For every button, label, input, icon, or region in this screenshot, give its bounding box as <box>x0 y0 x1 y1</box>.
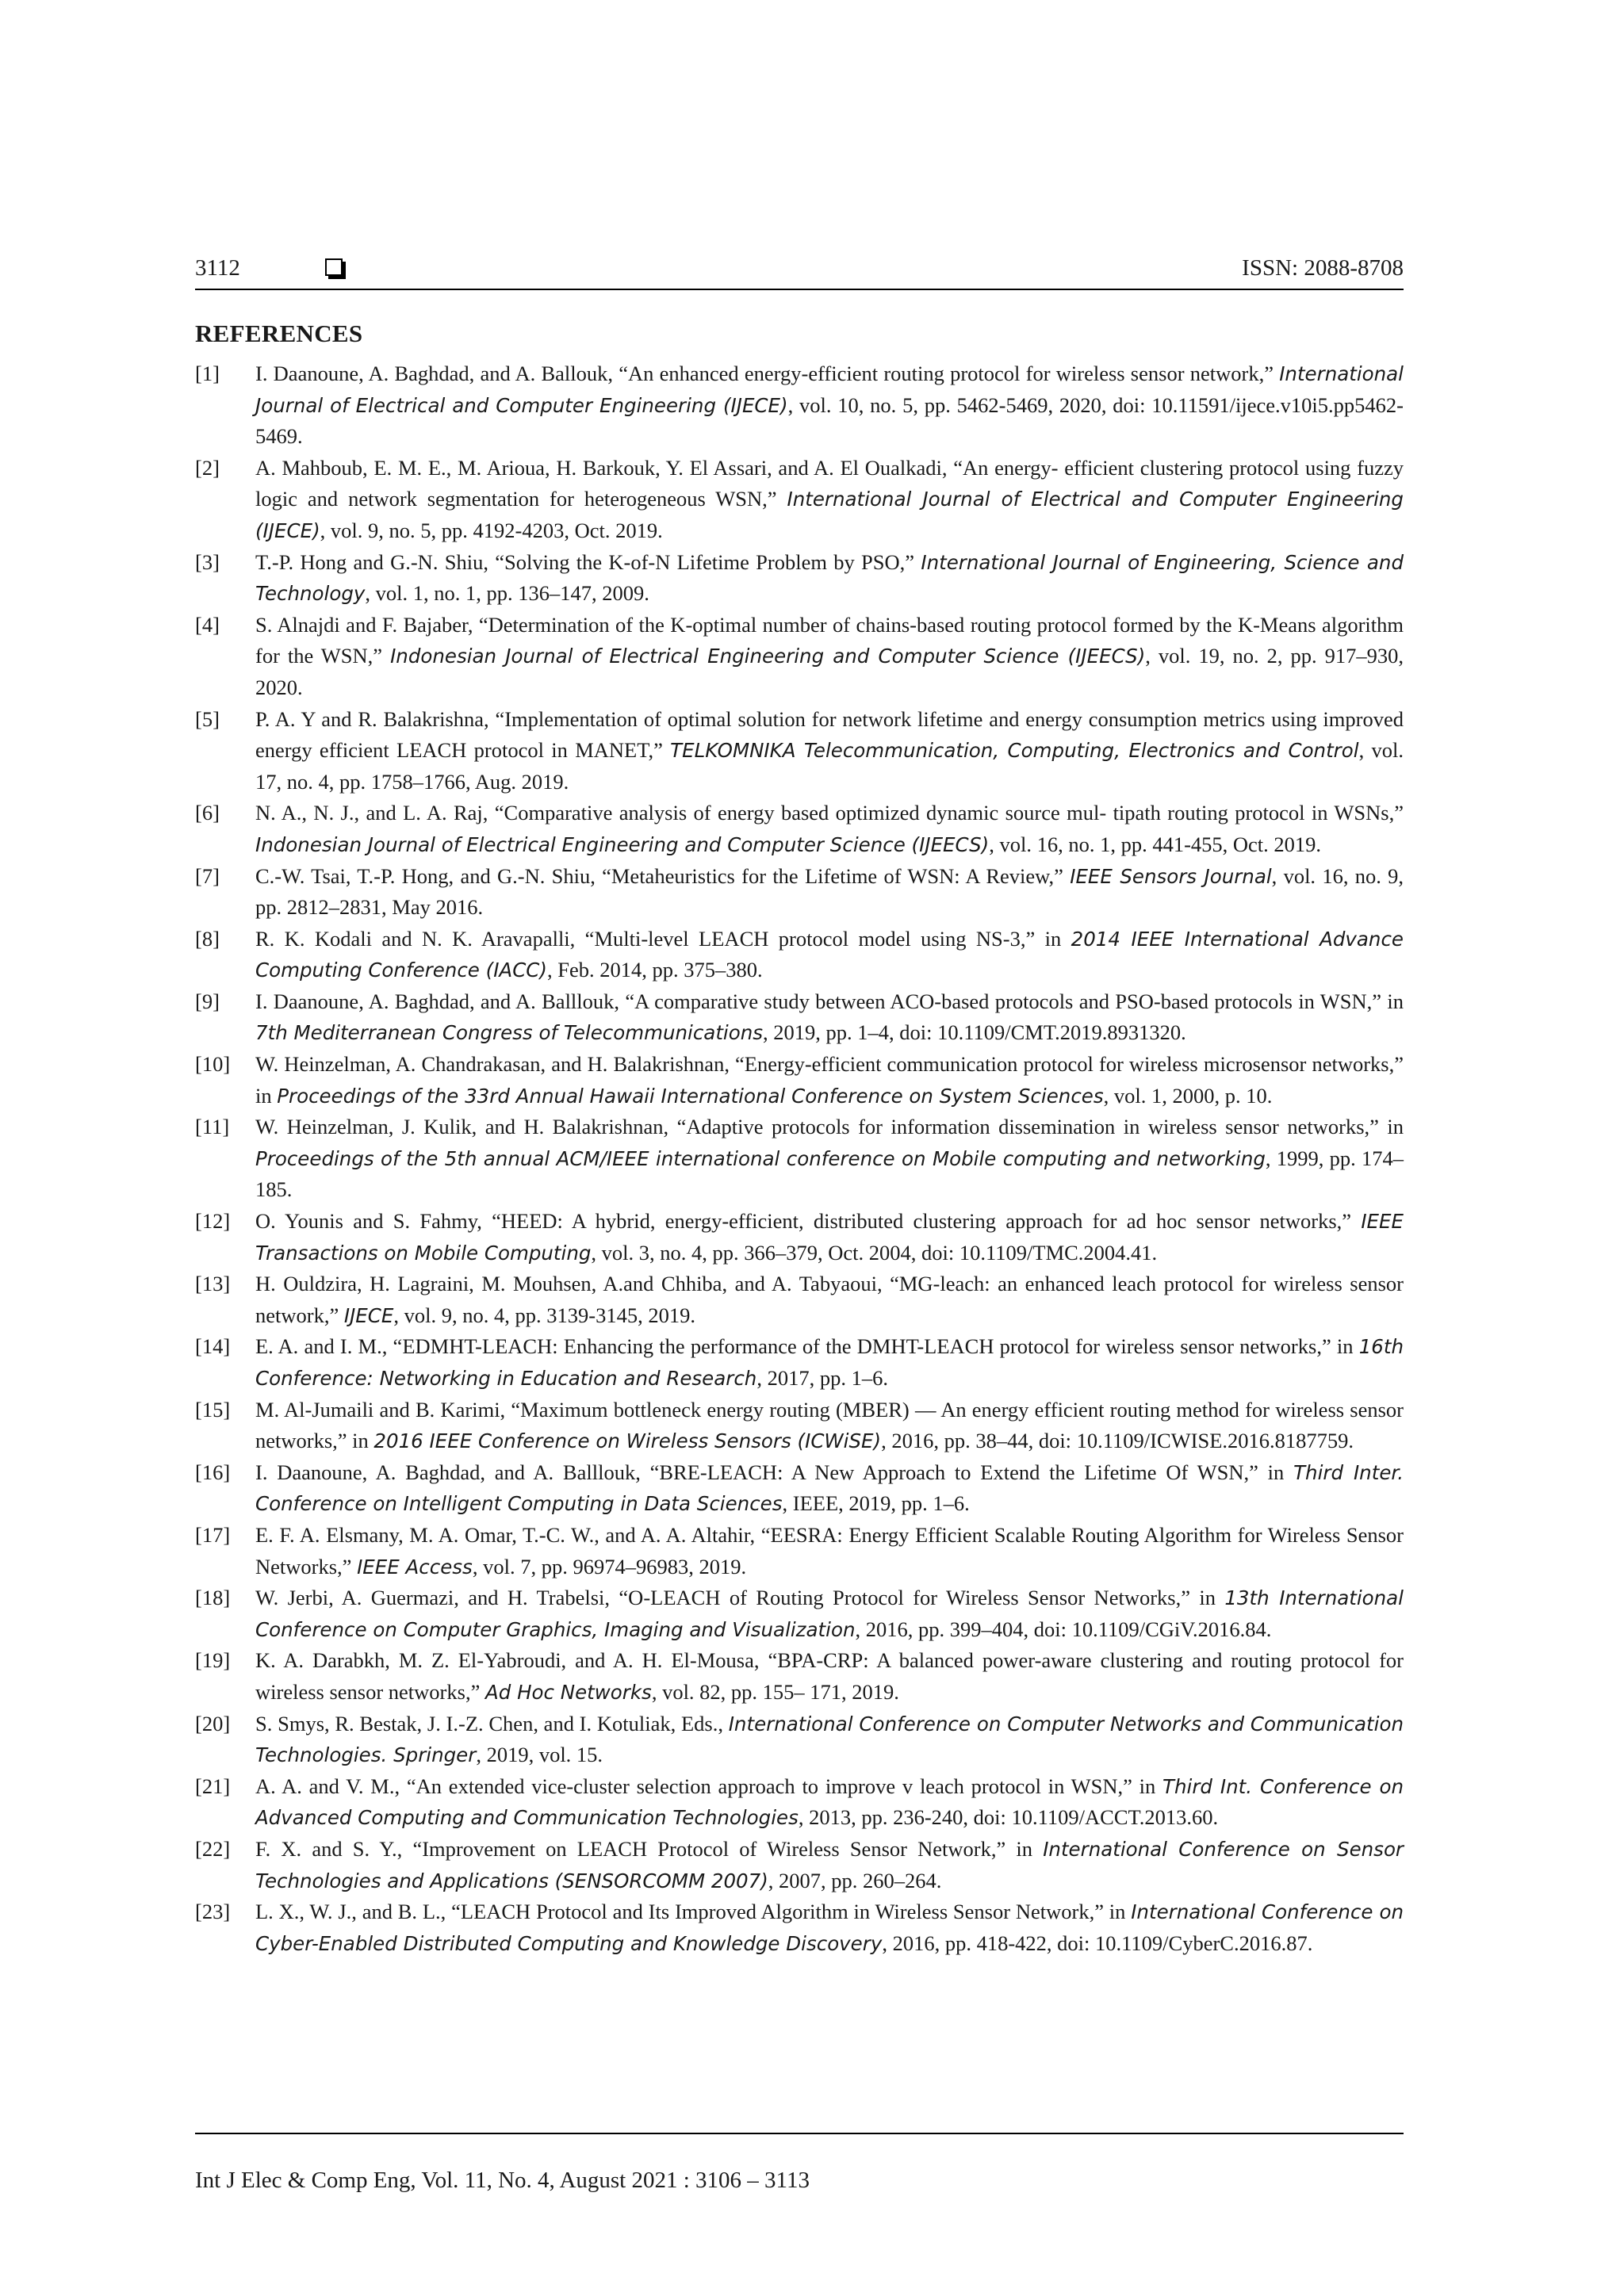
issn-label: ISSN: 2088-8708 <box>1242 255 1404 281</box>
reference-venue: Third Int. Conference on Advanced Computing and Communication Technologies <box>255 1774 1404 1830</box>
reference-text: A. Mahboub, E. M. E., M. Arioua, H. Barkouk, Y. El Assari, and A. El Oualkadi, “An energy- efficient clustering protocol using fuzzy logic and network segmentation for heterogeneous WSN,” <box>255 455 1404 511</box>
reference-text: I. Daanoune, A. Baghdad, and A. Balllouk, “BRE-LEACH: A New Approach to Extend the Lifetime Of WSN,” in <box>255 1460 1294 1484</box>
reference-text: A. A. and V. M., “An extended vice-cluster selection approach to improve v leach protocol in WSN,” in <box>255 1774 1163 1798</box>
reference-item <box>195 1582 1404 1645</box>
reference-item <box>195 1520 1404 1582</box>
reference-details: , IEEE, 2019, pp. 1–6. <box>782 1491 970 1516</box>
reference-details: , 1999, pp. 174–185. <box>255 1146 1404 1202</box>
reference-venue: IJECE <box>343 1303 394 1327</box>
reference-number: [6] <box>195 801 220 825</box>
reference-item <box>195 1709 1404 1771</box>
reference-text: F. X. and S. Y., “Improvement on LEACH Protocol of Wireless Sensor Network,” in <box>255 1836 1044 1861</box>
reference-details: , vol. 9, no. 4, pp. 3139-3145, 2019. <box>393 1303 695 1327</box>
reference-number: [13] <box>195 1272 231 1296</box>
reference-item <box>195 610 1404 704</box>
reference-venue: Indonesian Journal of Electrical Engineering and Computer Science (IJEECS) <box>255 832 990 856</box>
reference-number: [3] <box>195 549 220 574</box>
reference-text: I. Daanoune, A. Baghdad, and A. Ballouk, “An enhanced energy-efficient routing protocol for wireless sensor network,” <box>255 362 1280 385</box>
reference-text: M. Al-Jumaili and B. Karimi, “Maximum bottleneck energy routing (MBER) — An energy efficient routing method for wireless sensor networks,” in <box>255 1397 1404 1453</box>
reference-text: W. Jerbi, A. Guermazi, and H. Trabelsi, “O-LEACH of Routing Protocol for Wireless Sensor Networks,” in <box>255 1586 1225 1610</box>
reference-venue: International Conference on Computer Networks and Communication Technologies. Springer <box>255 1712 1404 1767</box>
reference-venue: 2014 IEEE International Advance Computing Conference (IACC) <box>255 927 1404 982</box>
reference-details: , 2013, pp. 236-240, doi: 10.1109/ACCT.2013.60. <box>798 1805 1219 1830</box>
reference-text: T.-P. Hong and G.-N. Shiu, “Solving the K-of-N Lifetime Problem by PSO,” <box>255 549 921 574</box>
reference-item <box>195 1395 1404 1457</box>
reference-number: [21] <box>195 1774 231 1798</box>
reference-text: L. X., W. J., and B. L., “LEACH Protocol and Its Improved Algorithm in Wireless Sensor Network,” in <box>255 1900 1132 1924</box>
reference-number: [20] <box>195 1711 231 1735</box>
reference-venue: International Journal of Electrical and Computer Engineering (IJECE) <box>255 362 1404 417</box>
reference-text: S. Alnajdi and F. Bajaber, “Determination of the K-optimal number of chains-based routing protocol formed by the K-Means algorithm for the WSN,” <box>255 612 1404 668</box>
journal-citation: Int J Elec & Comp Eng, Vol. 11, No. 4, August 2021 : 3106 – 3113 <box>195 2168 810 2193</box>
reference-item <box>195 798 1404 860</box>
reference-item <box>195 1206 1404 1269</box>
reference-venue: IEEE Sensors Journal <box>1070 864 1272 888</box>
reference-item <box>195 924 1404 986</box>
reference-details: , 2019, vol. 15. <box>476 1743 603 1767</box>
reference-number: [23] <box>195 1900 231 1924</box>
reference-text: W. Heinzelman, J. Kulik, and H. Balakrishnan, “Adaptive protocols for information dissemination in wireless sensor networks,” in <box>255 1115 1404 1139</box>
reference-text: C.-W. Tsai, T.-P. Hong, and G.-N. Shiu, “Metaheuristics for the Lifetime of WSN: A Review,” <box>255 863 1071 888</box>
reference-number: [2] <box>195 455 220 480</box>
reference-number: [18] <box>195 1586 231 1610</box>
reference-venue: Ad Hoc Networks <box>485 1680 652 1704</box>
reference-item <box>195 1771 1404 1834</box>
reference-details: , vol. 1, 2000, p. 10. <box>1103 1083 1273 1108</box>
reference-number: [22] <box>195 1836 231 1861</box>
reference-details: , Feb. 2014, pp. 375–380. <box>546 958 763 982</box>
reference-venue: Third Inter. Conference on Intelligent Computing in Data Sciences <box>255 1460 1404 1516</box>
reference-item <box>195 1834 1404 1896</box>
reference-text: I. Daanoune, A. Baghdad, and A. Balllouk, “A comparative study between ACO-based protocols and PSO-based protocols in WSN,” in <box>255 989 1404 1013</box>
reference-details: , 2017, pp. 1–6. <box>756 1366 888 1390</box>
reference-text: S. Smys, R. Bestak, J. I.-Z. Chen, and I. Kotuliak, Eds., <box>255 1711 729 1735</box>
reference-number: [8] <box>195 926 220 951</box>
reference-item <box>195 1112 1404 1206</box>
reference-venue: Proceedings of the 33rd Annual Hawaii International Conference on System Sciences <box>277 1084 1104 1108</box>
reference-venue: International Conference on Sensor Technologies and Applications (SENSORCOMM 2007) <box>255 1837 1404 1892</box>
reference-text: O. Younis and S. Fahmy, “HEED: A hybrid, energy-efficient, distributed clustering approach for ad hoc sensor networks,” <box>255 1209 1362 1234</box>
reference-item <box>195 453 1404 547</box>
page-header <box>195 254 1404 290</box>
reference-number: [7] <box>195 863 220 888</box>
reference-item <box>195 1269 1404 1331</box>
reference-venue: 16th Conference: Networking in Education and Research <box>255 1335 1404 1390</box>
reference-details: , vol. 3, no. 4, pp. 366–379, Oct. 2004, doi: 10.1109/TMC.2004.41. <box>591 1240 1158 1265</box>
reference-details: , vol. 9, no. 5, pp. 4192-4203, Oct. 2019. <box>320 518 663 542</box>
reference-number: [11] <box>195 1115 230 1139</box>
reference-details: , 2016, pp. 399–404, doi: 10.1109/CGiV.2016.84. <box>855 1617 1272 1641</box>
reference-details: , vol. 16, no. 9, pp. 2812–2831, May 2016. <box>255 863 1404 920</box>
reference-item <box>195 547 1404 610</box>
reference-text: E. A. and I. M., “EDMHT-LEACH: Enhancing the performance of the DMHT-LEACH protocol for wireless sensor networks,” in <box>255 1334 1359 1359</box>
box-icon <box>325 258 343 276</box>
reference-details: , vol. 10, no. 5, pp. 5462-5469, 2020, doi: 10.11591/ijece.v10i5.pp5462-5469. <box>255 392 1404 449</box>
reference-text: H. Ouldzira, H. Lagraini, M. Mouhsen, A.and Chhiba, and A. Tabyaoui, “MG-leach: an enhanced leach protocol for wireless sensor network,” <box>255 1272 1404 1327</box>
reference-number: [5] <box>195 706 220 731</box>
reference-number: [15] <box>195 1397 231 1422</box>
reference-venue: International Journal of Electrical and Computer Engineering (IJECE) <box>255 488 1404 542</box>
reference-text: K. A. Darabkh, M. Z. El-Yabroudi, and A. H. El-Mousa, “BPA-CRP: A balanced power-aware clustering and routing protocol for wireless sensor networks,” <box>255 1648 1404 1704</box>
reference-details: , vol. 19, no. 2, pp. 917–930, 2020. <box>255 644 1404 699</box>
reference-text: E. F. A. Elsmany, M. A. Omar, T.-C. W., and A. A. Altahir, “EESRA: Energy Efficient Scalable Routing Algorithm for Wireless Sensor Networks,” <box>255 1522 1404 1578</box>
reference-details: , 2016, pp. 418-422, doi: 10.1109/CyberC.2016.87. <box>882 1931 1313 1955</box>
reference-item <box>195 358 1404 453</box>
section-heading: REFERENCES <box>195 320 363 347</box>
reference-details: , vol. 82, pp. 155– 171, 2019. <box>651 1679 899 1704</box>
reference-text: R. K. Kodali and N. K. Aravapalli, “Multi-level LEACH protocol model using NS-3,” in <box>255 926 1071 951</box>
reference-number: [10] <box>195 1052 231 1077</box>
reference-details: , vol. 17, no. 4, pp. 1758–1766, Aug. 2019. <box>255 738 1404 794</box>
reference-item <box>195 704 1404 798</box>
reference-number: [19] <box>195 1648 231 1673</box>
reference-item <box>195 1331 1404 1394</box>
reference-venue: IEEE Transactions on Mobile Computing <box>255 1210 1404 1265</box>
reference-details: , 2016, pp. 38–44, doi: 10.1109/ICWISE.2016.8187759. <box>881 1429 1354 1453</box>
reference-number: [14] <box>195 1334 231 1359</box>
reference-venue: IEEE Access <box>357 1555 473 1578</box>
reference-number: [1] <box>195 362 220 385</box>
reference-venue: International Conference on Cyber-Enabled Distributed Computing and Knowledge Discovery <box>255 1900 1404 1955</box>
reference-list <box>195 358 1404 1959</box>
reference-number: [4] <box>195 612 220 637</box>
reference-venue: International Journal of Engineering, Science and Technology <box>255 550 1404 606</box>
reference-venue: Proceedings of the 5th annual ACM/IEEE international conference on Mobile computing and networking <box>255 1146 1266 1170</box>
reference-text: N. A., N. J., and L. A. Raj, “Comparative analysis of energy based optimized dynamic source mul- tipath routing protocol in WSNs,” <box>255 801 1404 825</box>
reference-item <box>195 861 1404 924</box>
reference-number: [12] <box>195 1209 231 1234</box>
reference-text: P. A. Y and R. Balakrishna, “Implementation of optimal solution for network lifetime and energy consumption metrics using improved energy efficient LEACH protocol in MANET,” <box>255 706 1404 763</box>
reference-details: , vol. 16, no. 1, pp. 441-455, Oct. 2019. <box>989 832 1322 856</box>
reference-details: , 2019, pp. 1–4, doi: 10.1109/CMT.2019.8931320. <box>763 1020 1186 1045</box>
page-number: 3112 <box>195 255 240 281</box>
reference-number: [16] <box>195 1460 231 1484</box>
reference-venue: 13th International Conference on Computer Graphics, Imaging and Visualization <box>255 1586 1404 1641</box>
reference-item <box>195 986 1404 1049</box>
reference-number: [17] <box>195 1522 231 1547</box>
reference-item <box>195 1645 1404 1708</box>
reference-venue: 2016 IEEE Conference on Wireless Sensors (ICWiSE) <box>373 1429 882 1453</box>
reference-text: W. Heinzelman, A. Chandrakasan, and H. Balakrishnan, “Energy-efficient communication protocol for wireless microsensor networks,” in <box>255 1052 1404 1108</box>
reference-venue: Indonesian Journal of Electrical Engineering and Computer Science (IJEECS) <box>390 645 1146 668</box>
reference-item <box>195 1049 1404 1112</box>
reference-venue: 7th Mediterranean Congress of Telecommunications <box>255 1021 764 1045</box>
page-footer <box>195 2133 1404 2193</box>
reference-venue: TELKOMNIKA Telecommunication, Computing, Electronics and Control <box>670 739 1359 763</box>
reference-details: , 2007, pp. 260–264. <box>768 1868 942 1892</box>
reference-item <box>195 1457 1404 1520</box>
reference-item <box>195 1896 1404 1959</box>
reference-number: [9] <box>195 989 220 1013</box>
reference-details: , vol. 7, pp. 96974–96983, 2019. <box>472 1554 747 1578</box>
reference-details: , vol. 1, no. 1, pp. 136–147, 2009. <box>365 581 649 606</box>
